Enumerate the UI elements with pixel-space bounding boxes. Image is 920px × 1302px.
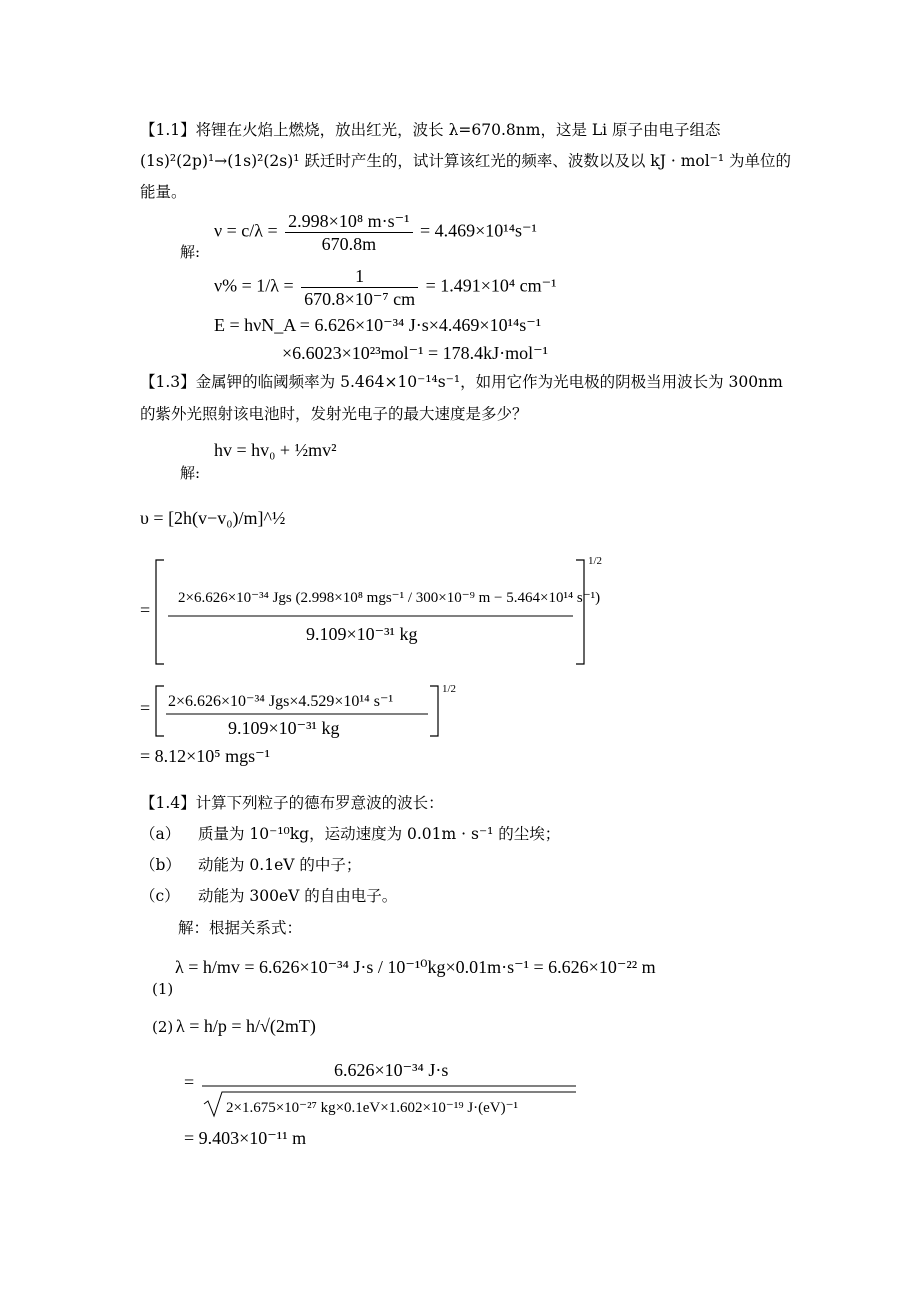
eq-label-2: (2) [152,1018,174,1036]
eq-velocity-simplified [138,682,458,740]
solution-label-1-1: 解: [180,243,201,261]
eq-wavenumber-denominator: 670.8×10⁻⁷ cm [301,287,418,310]
eq-velocity-formula: υ = [2h(v−v₀)/m]^½ [140,508,286,528]
item-a-text: 质量为 10⁻¹⁰kg，运动速度为 0.01m · s⁻¹ 的尘埃； [198,825,561,843]
left-bracket [156,560,164,664]
eq-frequency-numerator: 2.998×10⁸ m·s⁻¹ [288,211,410,231]
item-b-label: （b） [140,856,181,874]
equals-sign: = [184,1072,195,1092]
item-b-text: 动能为 0.1eV 的中子； [198,856,362,874]
eq-energy-line1: E = hνN_A = 6.626×10⁻³⁴ J·s×4.469×10¹⁴s⁻¹ [214,315,542,335]
problem-1-1-line3: 能量。 [140,183,187,201]
eq-velocity-result: = 8.12×10⁵ mgs⁻¹ [140,746,270,766]
simplified-denominator: 9.109×10⁻³¹ kg [228,718,340,738]
right-bracket [576,560,584,664]
eq-label-1: (1) [152,980,174,998]
eq-wavenumber-lhs: ν% = 1/λ = [214,275,294,296]
eq-neutron-result: = 9.403×10⁻¹¹ m [184,1128,307,1148]
solution-label-1-3: 解: [180,464,201,482]
substitution-denominator: 9.109×10⁻³¹ kg [306,624,418,644]
eq-frequency [214,210,537,255]
eq-wavenumber-numerator: 1 [355,266,365,286]
eq-debroglie-2: λ = h/p = h/√(2mT) [176,1016,316,1036]
eq-neutron-substitution [184,1054,584,1124]
neutron-numerator: 6.626×10⁻³⁴ J·s [334,1060,449,1080]
half-exponent: 1/2 [442,683,457,695]
equals-sign: = [140,600,151,620]
eq-frequency-result: = 4.469×10¹⁴s⁻¹ [420,220,537,241]
half-exponent: 1/2 [588,555,603,567]
eq-debroglie-1: λ = h/mv = 6.626×10⁻³⁴ J·s / 10⁻¹⁰kg×0.01m·s⁻¹ = 6.626×10⁻²² m [175,957,656,977]
right-bracket [430,686,438,736]
eq-velocity-substitution [138,552,608,672]
problem-1-3-line1: 【1.3】金属钾的临阈频率为 5.464×10⁻¹⁴s⁻¹，如用它作为光电极的阴极当用波长为 300nm [140,373,783,391]
left-bracket [156,686,164,736]
item-c-label: （c） [140,887,180,905]
problem-1-1-line1: 【1.1】将锂在火焰上燃烧，放出红光，波长 λ=670.8nm，这是 Li 原子由电子组态 [140,121,721,139]
eq-frequency-lhs: ν = c/λ = [214,220,278,241]
equals-sign: = [140,698,151,718]
solution-label-1-4: 解：根据关系式： [178,919,303,937]
substitution-numerator: 2×6.626×10⁻³⁴ Jgs (2.998×10⁸ mgs⁻¹ / 300×10⁻⁹ m − 5.464×10¹⁴ s⁻¹) [178,590,601,606]
problem-1-4-line1: 【1.4】计算下列粒子的德布罗意波的波长： [140,794,444,812]
eq-energy-line2: ×6.6023×10²³mol⁻¹ = 178.4kJ·mol⁻¹ [282,343,549,363]
neutron-denominator: 2×1.675×10⁻²⁷ kg×0.1eV×1.602×10⁻¹⁹ J·(eV)⁻¹ [226,1100,519,1116]
item-a-label: （a） [140,825,181,843]
simplified-numerator: 2×6.626×10⁻³⁴ Jgs×4.529×10¹⁴ s⁻¹ [168,693,394,710]
item-c-text: 动能为 300eV 的自由电子。 [198,887,398,905]
eq-wavenumber [214,265,557,310]
problem-1-3-line2: 的紫外光照射该电池时，发射光电子的最大速度是多少？ [140,405,528,423]
problem-1-1-line2: (1s)²(2p)¹→(1s)²(2s)¹ 跃迁时产生的，试计算该红光的频率、波数以及以 kJ · mol⁻¹ 为单位的 [140,152,792,170]
eq-photoelectric: hv = hv₀ + ½mv² [214,440,337,460]
eq-frequency-denominator: 670.8m [285,232,412,255]
eq-wavenumber-result: = 1.491×10⁴ cm⁻¹ [425,275,557,296]
